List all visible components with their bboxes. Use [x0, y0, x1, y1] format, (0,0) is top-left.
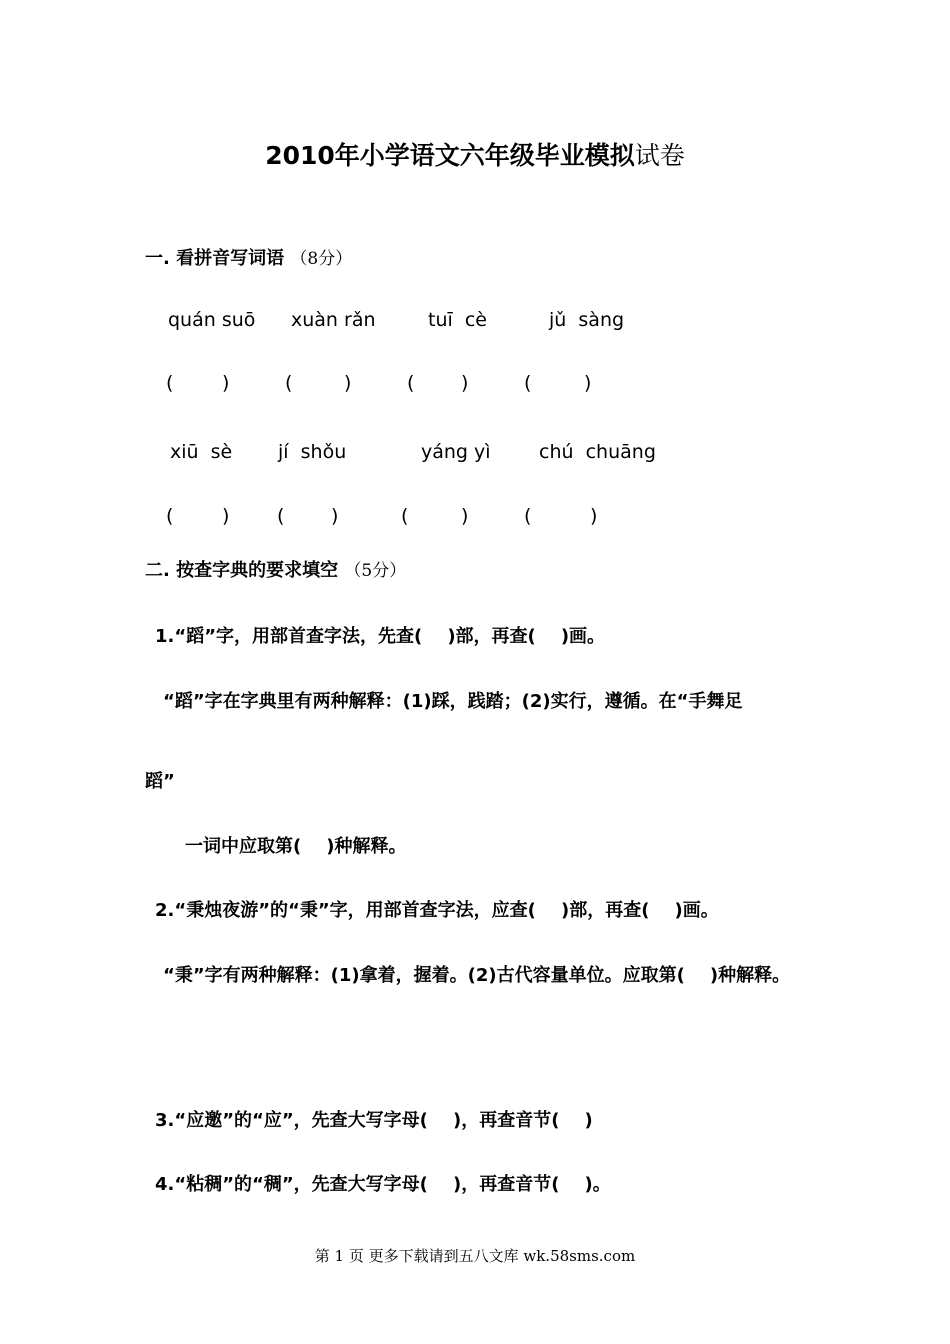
answer-blank-1-open: ( [166, 372, 174, 394]
title-main: 2010年小学语文六年级毕业模拟 [265, 141, 635, 170]
answer-blank-6-close: ) [331, 505, 339, 527]
section2-points: （5分） [344, 561, 407, 581]
answer-blank-8-open: ( [524, 505, 532, 527]
question-1-line-3: 蹈” [145, 771, 175, 792]
pinyin-2: xuàn rǎn [291, 309, 376, 331]
answer-blank-1-close: ) [222, 372, 230, 394]
answer-blank-2-open: ( [285, 372, 293, 394]
pinyin-1: quán suō [168, 309, 256, 331]
question-1-line-2: “蹈”字在字典里有两种解释：(1)踩，践踏；(2)实行，遵循。在“手舞足 [163, 691, 743, 712]
page-title [0, 136, 950, 172]
question-2-line-1: 2.“秉烛夜游”的“秉”字，用部首查字法，应查( )部，再查( )画。 [155, 900, 719, 921]
answer-blank-5-close: ) [222, 505, 230, 527]
question-4: 4.“粘稠”的“稠”，先查大写字母( )，再查音节( )。 [155, 1174, 611, 1195]
pinyin-3: tuī cè [428, 309, 487, 331]
page-footer: 第 1 页 更多下载请到五八文库 wk.58sms.com [314, 1247, 636, 1265]
question-1-line-4: 一词中应取第( )种解释。 [185, 836, 407, 857]
pinyin-7: yáng yì [421, 441, 491, 463]
answer-blank-5-open: ( [166, 505, 174, 527]
pinyin-6: jí shǒu [278, 441, 347, 463]
section1-heading-text: 一. 看拼音写词语 [145, 248, 285, 269]
section1-points: （8分） [290, 249, 353, 269]
question-1-line-1: 1.“蹈”字，用部首查字法，先查( )部，再查( )画。 [155, 626, 606, 647]
pinyin-8: chú chuāng [539, 441, 656, 463]
title-suffix: 试卷 [634, 141, 685, 170]
answer-blank-8-close: ) [590, 505, 598, 527]
answer-blank-3-close: ) [461, 372, 469, 394]
question-3: 3.“应邀”的“应”，先查大写字母( )，再查音节( ) [155, 1110, 593, 1131]
question-2-line-2: “秉”字有两种解释：(1)拿着，握着。(2)古代容量单位。应取第( )种解释。 [163, 965, 791, 986]
pinyin-4: jǔ sàng [549, 309, 625, 331]
pinyin-5: xiū sè [170, 441, 233, 463]
answer-blank-4-close: ) [584, 372, 592, 394]
section1-heading [145, 244, 352, 270]
answer-blank-4-open: ( [524, 372, 532, 394]
answer-blank-7-open: ( [401, 505, 409, 527]
section2-heading-text: 二. 按查字典的要求填空 [145, 560, 339, 581]
section2-heading [145, 556, 406, 582]
answer-blank-7-close: ) [461, 505, 469, 527]
answer-blank-3-open: ( [407, 372, 415, 394]
answer-blank-6-open: ( [277, 505, 285, 527]
answer-blank-2-close: ) [344, 372, 352, 394]
